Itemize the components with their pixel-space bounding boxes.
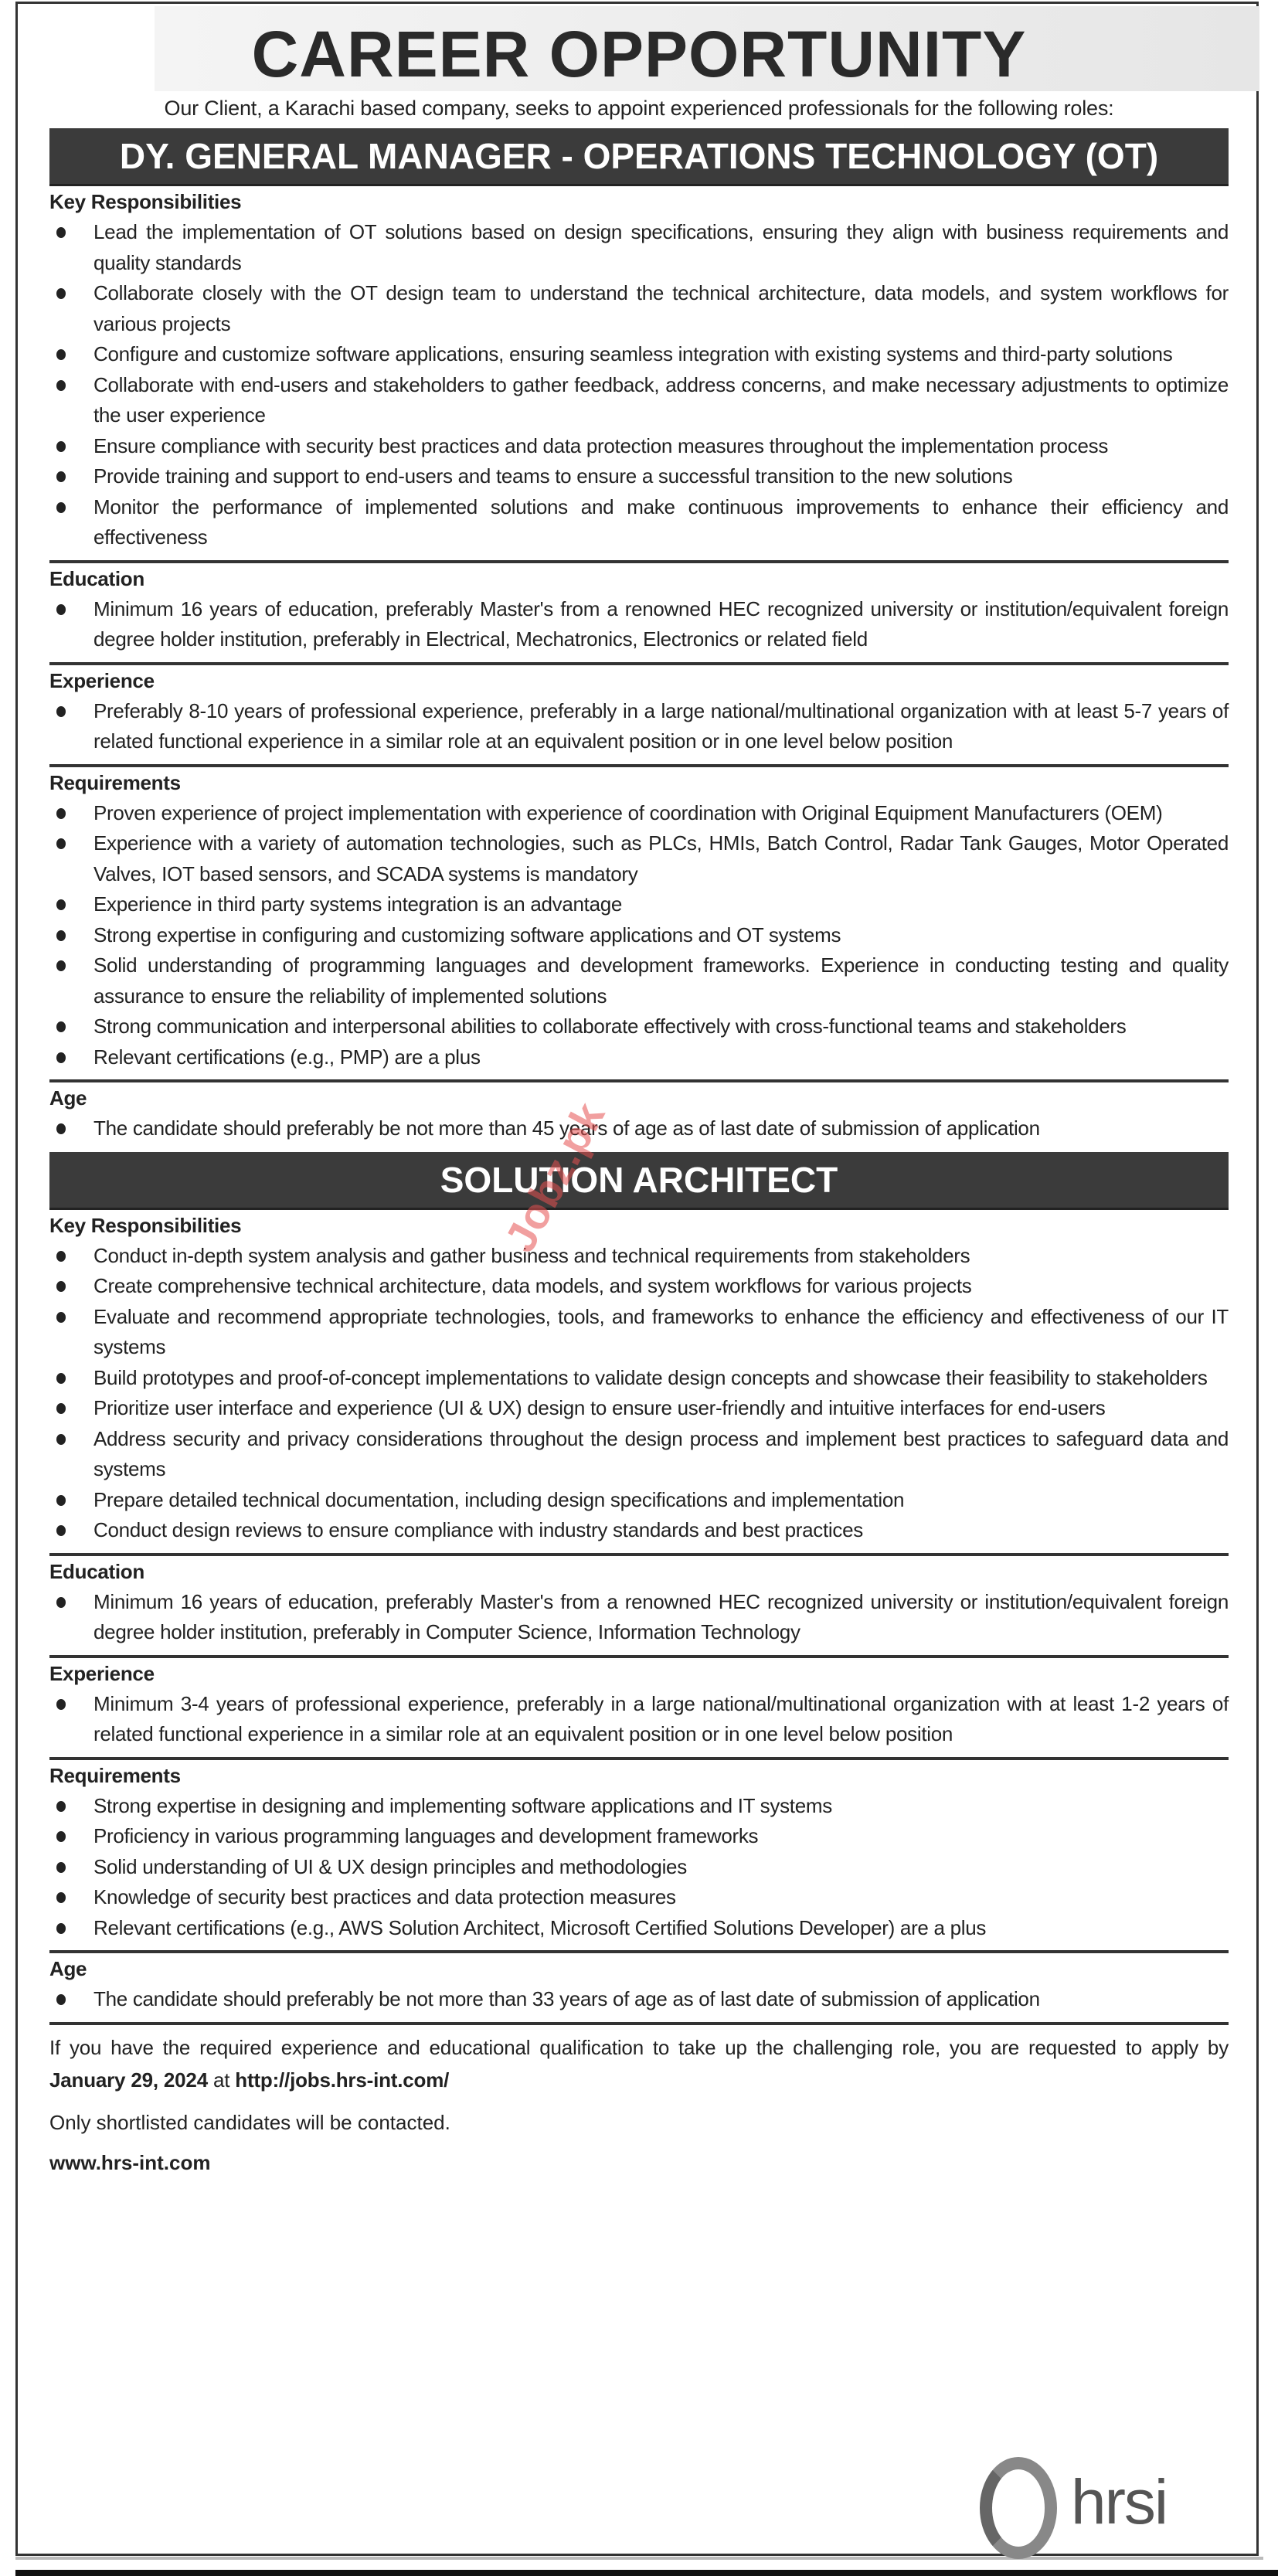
- bullet-icon: [56, 1403, 66, 1414]
- bullet-icon: [56, 1699, 66, 1710]
- section-age: [49, 1082, 1229, 1144]
- list-item: [49, 217, 1229, 278]
- bullet-icon: [56, 808, 66, 819]
- list-item-text: Solid understanding of UI & UX design principles and methodologies: [93, 1854, 687, 1878]
- bottom-bar: [15, 2570, 1278, 2576]
- shortlist-note: Only shortlisted candidates will be contacted.: [49, 2110, 450, 2134]
- bullet-icon: [56, 1281, 66, 1292]
- section-heading: Experience: [49, 1661, 155, 1685]
- list-item: [49, 1363, 1229, 1394]
- list-item-text: Minimum 16 years of education, preferably Master's from a renowned HEC recognized university or institution/equivalent foreign degree holder institution, preferably in Electrical, Mechatronics, Electronics or related field: [93, 596, 1229, 651]
- list-item: [49, 798, 1229, 829]
- list-item-text: Lead the implementation of OT solutions based on design specifications, ensuring they align with business requirements and quality standards: [93, 220, 1229, 274]
- bullet-icon: [56, 838, 66, 849]
- watermark: Jobz.pk: [495, 1094, 614, 1260]
- list-item: [49, 431, 1229, 462]
- apply-link[interactable]: http://jobs.hrs-int.com/: [235, 2068, 450, 2092]
- logo-wordmark: hrsi: [1071, 2467, 1168, 2537]
- list-item-text: The candidate should preferably be not more than 45 years of age as of last date of submission of application: [93, 1116, 1040, 1140]
- role-title-bar: SOLUTION ARCHITECT: [49, 1152, 1229, 1210]
- list-item: [49, 1393, 1229, 1424]
- section-heading: Requirements: [49, 770, 181, 794]
- list-item-text: Minimum 16 years of education, preferably Master's from a renowned HEC recognized university or institution/equivalent foreign degree holder institution, preferably in Computer Science, Information Technology: [93, 1589, 1229, 1643]
- bullet-list: [49, 1689, 1229, 1750]
- list-item: [49, 1821, 1229, 1852]
- list-item: [49, 339, 1229, 370]
- bullet-list: [49, 1587, 1229, 1648]
- list-item-text: Conduct in-depth system analysis and gather business and technical requirements from stakeholders: [93, 1243, 970, 1267]
- bullet-icon: [56, 1597, 66, 1608]
- bullet-list: [49, 1113, 1229, 1144]
- frame-shadow: [15, 2557, 1263, 2560]
- deadline: January 29, 2024: [49, 2068, 208, 2092]
- list-item: [49, 1424, 1229, 1485]
- list-item: [49, 1042, 1229, 1073]
- bullet-icon: [56, 471, 66, 482]
- bullet-icon: [56, 1434, 66, 1445]
- bullet-icon: [56, 1831, 66, 1842]
- list-item: [49, 828, 1229, 889]
- section-education: [49, 563, 1229, 655]
- section-experience: [49, 1658, 1229, 1750]
- list-item-text: Strong expertise in configuring and customizing software applications and OT systems: [93, 923, 841, 946]
- list-item-text: Provide training and support to end-users and teams to ensure a successful transition to the new solutions: [93, 464, 1013, 488]
- list-item: [49, 1882, 1229, 1913]
- section-key-responsibilities: [49, 186, 1229, 553]
- bullet-list: [49, 696, 1229, 757]
- section-heading: Age: [49, 1957, 87, 1980]
- list-item: [49, 1011, 1229, 1042]
- section-heading: Age: [49, 1086, 87, 1110]
- bullet-icon: [56, 1525, 66, 1536]
- bullet-icon: [56, 288, 66, 299]
- section-requirements: [49, 1760, 1229, 1944]
- bullet-list: [49, 1791, 1229, 1944]
- list-item: [49, 920, 1229, 951]
- apply-text-at: at: [207, 2068, 236, 2092]
- list-item-text: Evaluate and recommend appropriate technologies, tools, and frameworks to enhance the efficiency and effectiveness of our IT systems: [93, 1304, 1229, 1358]
- list-item-text: Collaborate with end-users and stakeholders to gather feedback, address concerns, and make necessary adjustments to optimize the user experience: [93, 372, 1229, 427]
- website-link[interactable]: www.hrs-int.com: [49, 2150, 211, 2174]
- section-heading: Key Responsibilities: [49, 1213, 242, 1237]
- intro-text: Our Client, a Karachi based company, seeks to appoint experienced professionals for the following roles:: [164, 97, 1114, 120]
- apply-instructions: [49, 2031, 1229, 2096]
- list-item-text: Minimum 3-4 years of professional experience, preferably in a large national/multinational organization with at least 1-2 years of related functional experience in a similar role at an equivalent position or in one level below position: [93, 1691, 1229, 1745]
- section-divider: [49, 2022, 1229, 2025]
- list-item-text: Configure and customize software applications, ensuring seamless integration with existing systems and third-party solutions: [93, 342, 1173, 365]
- list-item: [49, 278, 1229, 339]
- list-item: [49, 594, 1229, 655]
- list-item: [49, 1852, 1229, 1883]
- list-item-text: Build prototypes and proof-of-concept implementations to validate design concepts and showcase their feasibility to stakeholders: [93, 1365, 1208, 1389]
- bullet-icon: [56, 502, 66, 513]
- bullet-list: [49, 594, 1229, 655]
- list-item-text: Preferably 8-10 years of professional experience, preferably in a large national/multinational organization with at least 5-7 years of related functional experience in a similar role at an equivalent position or in one level below position: [93, 698, 1229, 753]
- list-item: [49, 696, 1229, 757]
- bullet-icon: [56, 1892, 66, 1903]
- section-key-responsibilities: [49, 1210, 1229, 1546]
- bullet-icon: [56, 227, 66, 238]
- list-item-text: Experience with a variety of automation technologies, such as PLCs, HMIs, Batch Control, Radar Tank Gauges, Motor Operated Valves, IOT based sensors, and SCADA systems is mandatory: [93, 831, 1229, 885]
- bullet-icon: [56, 441, 66, 452]
- bullet-icon: [56, 1312, 66, 1323]
- bullet-list: [49, 798, 1229, 1073]
- bullet-icon: [56, 706, 66, 717]
- section-heading: Education: [49, 1559, 144, 1583]
- bullet-icon: [56, 1994, 66, 2005]
- list-item: [49, 461, 1229, 492]
- page-title: CAREER OPPORTUNITY: [251, 18, 1027, 90]
- list-item: [49, 1984, 1229, 2015]
- list-item: [49, 1271, 1229, 1302]
- list-item: [49, 1515, 1229, 1546]
- list-item-text: Address security and privacy considerations throughout the design process and implement best practices to safeguard data and systems: [93, 1426, 1229, 1480]
- list-item-text: Knowledge of security best practices and data protection measures: [93, 1885, 676, 1908]
- section-education: [49, 1556, 1229, 1648]
- section-heading: Experience: [49, 668, 155, 692]
- list-item-text: Relevant certifications (e.g., AWS Solution Architect, Microsoft Certified Solutions Developer) are a plus: [93, 1915, 987, 1939]
- bullet-icon: [56, 899, 66, 910]
- list-item: [49, 889, 1229, 920]
- list-item-text: Relevant certifications (e.g., PMP) are a plus: [93, 1045, 481, 1069]
- bullet-icon: [56, 349, 66, 360]
- list-item: [49, 1791, 1229, 1822]
- bullet-icon: [56, 1373, 66, 1384]
- list-item: [49, 1302, 1229, 1363]
- list-item-text: Proficiency in various programming languages and development frameworks: [93, 1824, 759, 1847]
- list-item: [49, 1241, 1229, 1272]
- list-item-text: The candidate should preferably be not more than 33 years of age as of last date of submission of application: [93, 1987, 1040, 2010]
- list-item: [49, 1485, 1229, 1516]
- list-item: [49, 492, 1229, 553]
- list-item-text: Create comprehensive technical architecture, data models, and system workflows for various projects: [93, 1274, 972, 1297]
- bullet-list: [49, 1241, 1229, 1546]
- bullet-icon: [56, 1923, 66, 1934]
- role-title-bar: DY. GENERAL MANAGER - OPERATIONS TECHNOLOGY (OT): [49, 128, 1229, 186]
- list-item-text: Monitor the performance of implemented solutions and make continuous improvements to enhance their efficiency and effectiveness: [93, 494, 1229, 549]
- list-item: [49, 1587, 1229, 1648]
- section-requirements: [49, 767, 1229, 1073]
- hrsi-logo: [980, 2457, 1235, 2542]
- list-item-text: Ensure compliance with security best practices and data protection measures throughout the implementation process: [93, 433, 1109, 457]
- list-item: [49, 950, 1229, 1011]
- list-item: [49, 1689, 1229, 1750]
- section-heading: Key Responsibilities: [49, 190, 242, 213]
- roles-container: [49, 128, 1229, 2025]
- list-item-text: Solid understanding of programming languages and development frameworks. Experience in conducting testing and quality assurance to ensure the reliability of implemented solutions: [93, 953, 1229, 1008]
- bullet-list: [49, 1984, 1229, 2015]
- list-item-text: Conduct design reviews to ensure compliance with industry standards and best practices: [93, 1518, 863, 1541]
- section-heading: Education: [49, 566, 144, 590]
- bullet-icon: [56, 1021, 66, 1032]
- bullet-list: [49, 217, 1229, 553]
- list-item: [49, 370, 1229, 431]
- list-item-text: Prepare detailed technical documentation, including design specifications and implementation: [93, 1487, 905, 1511]
- list-item-text: Experience in third party systems integration is an advantage: [93, 892, 623, 916]
- bullet-icon: [56, 1123, 66, 1134]
- section-heading: Requirements: [49, 1763, 181, 1787]
- section-experience: [49, 665, 1229, 757]
- bullet-icon: [56, 1495, 66, 1506]
- advertisement-body: [49, 15, 1229, 2178]
- list-item-text: Strong expertise in designing and implementing software applications and IT systems: [93, 1793, 832, 1817]
- bullet-icon: [56, 380, 66, 391]
- bullet-icon: [56, 1862, 66, 1873]
- bullet-icon: [56, 930, 66, 941]
- bullet-icon: [56, 1052, 66, 1063]
- section-age: [49, 1953, 1229, 2015]
- apply-text: If you have the required experience and educational qualification to take up the challenging role, you are requested to apply by: [49, 2035, 1229, 2059]
- bullet-icon: [56, 604, 66, 615]
- list-item: [49, 1913, 1229, 1944]
- list-item-text: Prioritize user interface and experience (UI & UX) design to ensure user-friendly and intuitive interfaces for end-users: [93, 1396, 1106, 1419]
- bullet-icon: [56, 1801, 66, 1812]
- bullet-icon: [56, 960, 66, 971]
- list-item: [49, 1113, 1229, 1144]
- list-item-text: Strong communication and interpersonal abilities to collaborate effectively with cross-functional teams and stakeholders: [93, 1014, 1127, 1038]
- logo-ring-icon: [980, 2457, 1057, 2559]
- list-item-text: Proven experience of project implementation with experience of coordination with Original Equipment Manufacturers (OEM): [93, 800, 1163, 824]
- bullet-icon: [56, 1251, 66, 1262]
- list-item-text: Collaborate closely with the OT design team to understand the technical architecture, data models, and system workflows for various projects: [93, 281, 1229, 335]
